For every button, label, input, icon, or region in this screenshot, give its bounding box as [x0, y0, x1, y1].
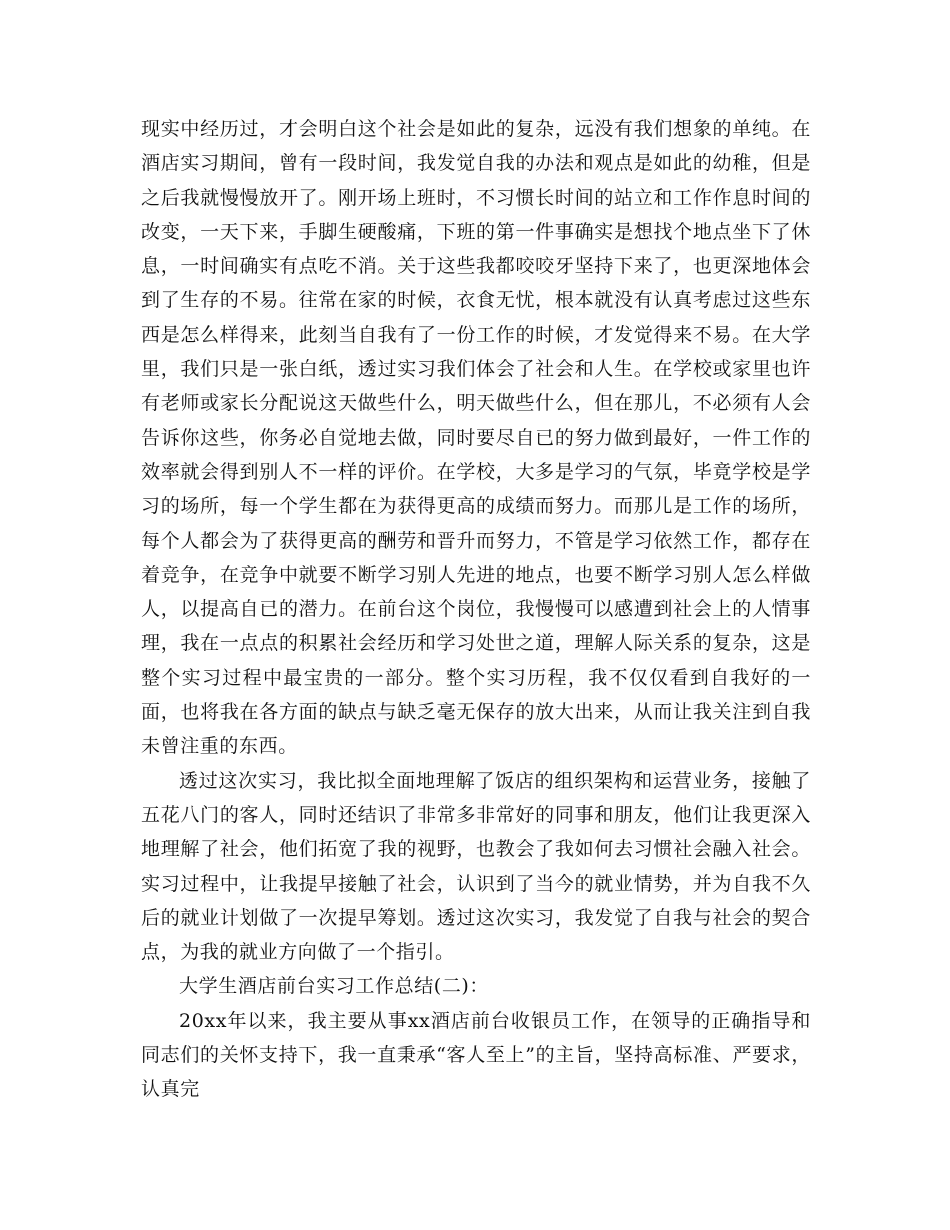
section-heading-summary-two: 大学生酒店前台实习工作总结(二)：: [179, 975, 490, 998]
paragraph-internship-gains: 透过这次实习，我比拟全面地理解了饭店的组织架构和运营业务，接触了五花八门的客人，同时还结识了非常多非常好的同事和朋友，他们让我更深入地理解了社会，他们拓宽了我的视野，也教会了我如何去习惯社会融入社会。实习过程中，让我提早接触了社会，认识到了当今的就业情势，并为自我不久后的就业计划做了一次提早筹划。透过这次实习，我发觉了自我与社会的契合点，为我的就业方向做了一个指引。: [141, 769, 811, 964]
document-body: [141, 112, 811, 1107]
paragraph-cashier-work: 20xx年以来，我主要从事xx酒店前台收银员工作，在领导的正确指导和同志们的关怀支持下，我一直秉承“客人至上”的主旨，坚持高标准、严要求，认真完: [141, 1009, 811, 1101]
paragraph-experience: 现实中经历过，才会明白这个社会是如此的复杂，远没有我们想象的单纯。在酒店实习期间，曾有一段时间，我发觉自我的办法和观点是如此的幼稚，但是之后我就慢慢放开了。刚开场上班时，不习惯长时间的站立和工作作息时间的改变，一天下来，手脚生硬酸痛，下班的第一件事确实是想找个地点坐下了休息，一时间确实有点吃不消。关于这些我都咬咬牙坚持下来了，也更深地体会到了生存的不易。往常在家的时候，衣食无忧，根本就没有认真考虑过这些东西是怎么样得来，此刻当自我有了一份工作的时候，才发觉得来不易。在大学里，我们只是一张白纸，透过实习我们体会了社会和人生。在学校或家里也许有老师或家长分配说这天做些什么，明天做些什么，但在那儿，不必须有人会告诉你这些，你务必自觉地去做，同时要尽自已的努力做到最好，一件工作的效率就会得到别人不一样的评价。在学校，大多是学习的气氛，毕竟学校是学习的场所，每一个学生都在为获得更高的成绩而努力。而那儿是工作的场所，每个人都会为了获得更高的酬劳和晋升而努力，不管是学习依然工作，都存在着竞争，在竞争中就要不断学习别人先进的地点，也要不断学习别人怎么样做人，以提高自已的潜力。在前台这个岗位，我慢慢可以感遭到社会上的人情事理，我在一点点的积累社会经历和学习处世之道，理解人际关系的复杂，这是整个实习过程中最宝贵的一部分。整个实习历程，我不仅仅看到自我好的一面，也将我在各方面的缺点与缺乏毫无保存的放大出来，从而让我关注到自我未曾注重的东西。: [141, 118, 811, 758]
